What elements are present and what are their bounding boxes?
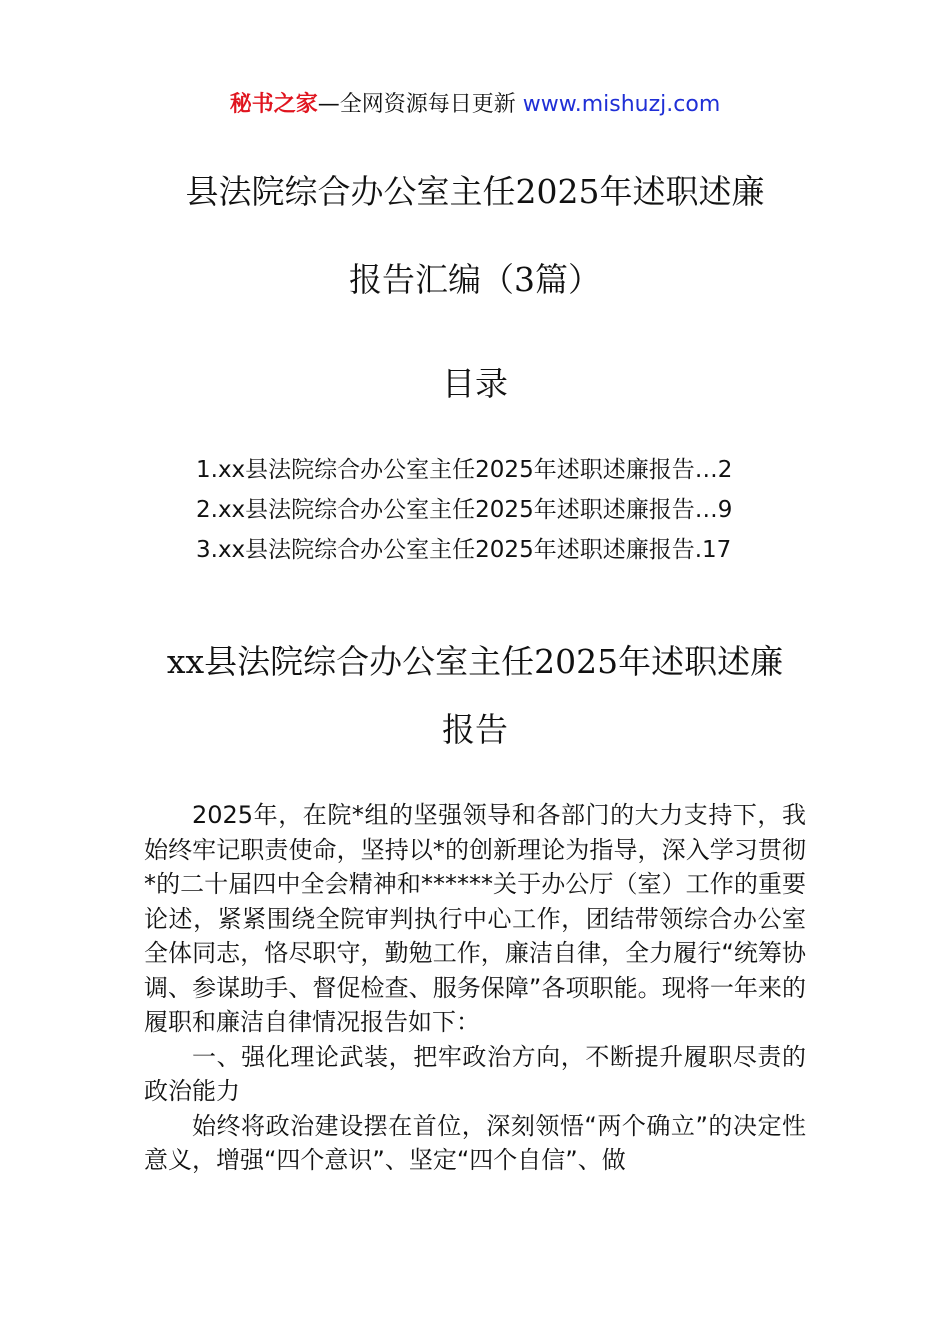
toc-entry-2[interactable]: 2.xx县法院综合办公室主任2025年述职述廉报告…9 (196, 497, 733, 523)
section-title-line-2: 报告 (442, 710, 508, 749)
intro-paragraph: 2025年，在院*组的坚强领导和各部门的大力支持下，我始终牢记职责使命，坚持以*的创新理论为指导，深入学习贯彻*的二十届四中全会精神和******关于办公厅（室）工作的重要论述，紧紧围绕全院审判执行中心工作，团结带领综合办公室全体同志，恪尽职守，勤勉工作，廉洁自律，全力履行“统筹协调、参谋助手、督促检查、服务保障”各项职能。现将一年来的履职和廉洁自律情况报告如下： (144, 801, 806, 1036)
site-header (0, 88, 950, 122)
document-title-line-1: 县法院综合办公室主任2025年述职述廉 (185, 172, 765, 211)
table-of-contents (196, 450, 816, 570)
report-body (144, 798, 806, 1178)
section-heading-1: 一、强化理论武装，把牢政治方向，不断提升履职尽责的政治能力 (144, 1042, 806, 1105)
toc-entry-1[interactable]: 1.xx县法院综合办公室主任2025年述职述廉报告…2 (196, 457, 733, 483)
section-title-line-1: xx县法院综合办公室主任2025年述职述廉 (166, 642, 784, 681)
site-url-link[interactable]: www.mishuzj.com (522, 92, 721, 117)
body-paragraph: 始终将政治建设摆在首位，深刻领悟“两个确立”的决定性意义，增强“四个意识”、坚定“四个自信”、做 (144, 1111, 806, 1174)
site-brand: 秘书之家 (229, 92, 318, 117)
document-title-line-2: 报告汇编（3篇） (349, 260, 601, 299)
toc-heading: 目录 (442, 364, 508, 403)
toc-entry-3[interactable]: 3.xx县法院综合办公室主任2025年述职述廉报告.17 (196, 537, 732, 563)
site-tagline: —全网资源每日更新 (317, 92, 516, 117)
